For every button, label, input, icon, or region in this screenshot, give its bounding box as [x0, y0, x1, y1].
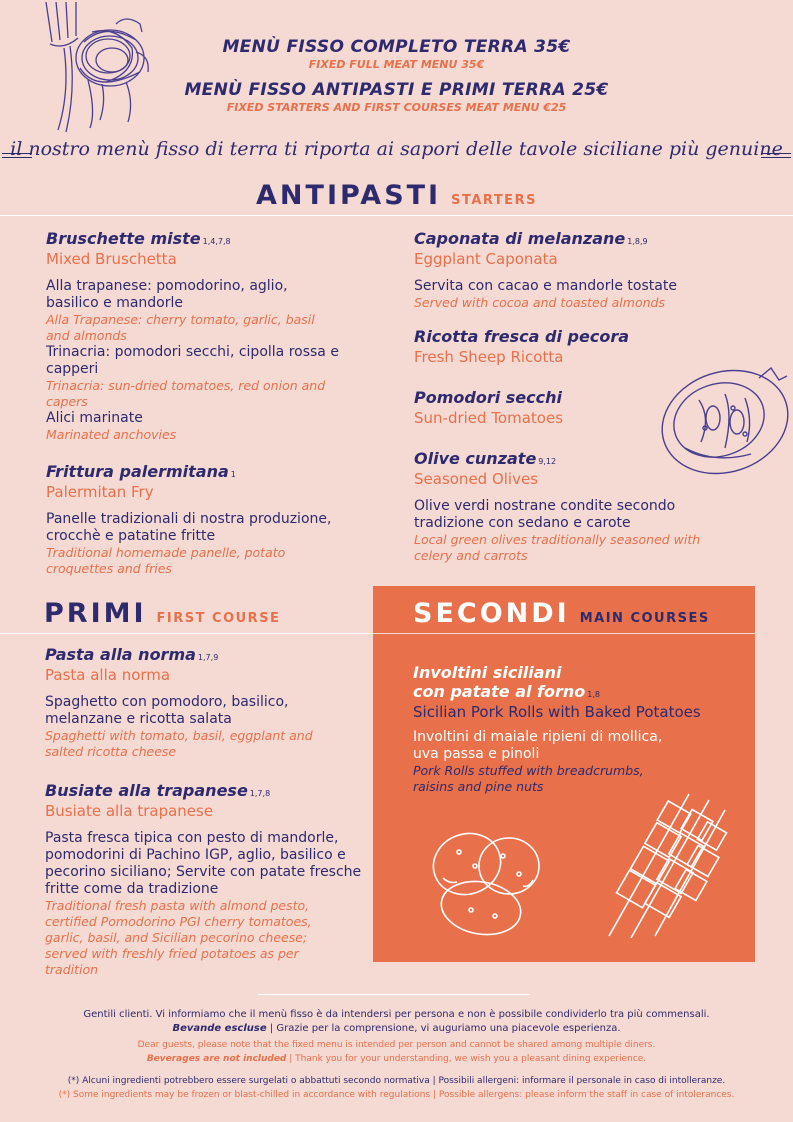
- desc-en: Served with cocoa and toasted almonds: [414, 295, 665, 310]
- antipasti-subtitle: STARTERS: [451, 193, 537, 208]
- secondi-heading: [413, 598, 710, 629]
- desc-en: Marinated anchovies: [46, 427, 177, 442]
- dish-pasta-norma: [45, 645, 365, 760]
- desc-it: Servita con cacao e mandorle tostate: [414, 278, 677, 294]
- allergens: 1: [230, 470, 236, 479]
- secondi-divider: [373, 633, 755, 634]
- dish-name-it: Pomodori secchi: [414, 388, 562, 407]
- dish-name-en: Mixed Bruschetta: [46, 250, 177, 268]
- desc-en: Alla Trapanese: cherry tomato, garlic, basil and almonds: [46, 312, 315, 343]
- desc-en: Trinacria: sun-dried tomatoes, red onion and capers: [46, 378, 326, 409]
- dish-name-en: Busiate alla trapanese: [45, 802, 214, 820]
- menu1-title: MENÙ FISSO COMPLETO TERRA 35€: [222, 37, 571, 57]
- tagline-rule-right: [761, 153, 791, 154]
- potatoes-illustration: [423, 822, 553, 942]
- antipasti-title: ANTIPASTI: [256, 180, 442, 211]
- desc-en: Pork Rolls stuffed with breadcrumbs, raisins and pine nuts: [413, 763, 644, 794]
- dish-name-en: Palermitan Fry: [46, 483, 154, 501]
- secondi-subtitle: MAIN COURSES: [579, 611, 710, 626]
- dish-name-it: Frittura palermitana: [46, 462, 229, 481]
- primi-divider: [0, 633, 373, 634]
- allergens: 1,8,9: [627, 237, 648, 246]
- skewers-illustration: [569, 786, 739, 946]
- dish-bruschette: [46, 229, 366, 443]
- dish-name-en: Eggplant Caponata: [414, 250, 558, 268]
- dish-caponata: [414, 229, 734, 311]
- footer-note-it: (*) Alcuni ingredienti potrebbero essere surgelati o abbattuti secondo normativa | Possibili allergeni: informare il personale in caso di intolleranze.: [67, 1076, 726, 1086]
- footer-it-line2: | Grazie per la comprensione, vi auguriamo una piacevole esperienza.: [266, 1023, 621, 1034]
- secondi-panel: [373, 586, 755, 962]
- dish-name-it: Busiate alla trapanese: [45, 781, 248, 800]
- dish-name-it: Olive cunzate: [414, 449, 537, 468]
- dish-name-en: Sun-dried Tomatoes: [414, 409, 564, 427]
- dish-name-it-1: Involtini siciliani: [413, 663, 562, 682]
- desc-en: Traditional homemade panelle, potato croquettes and fries: [46, 545, 286, 576]
- dish-name-it: Ricotta fresca di pecora: [414, 327, 629, 346]
- dish-name-it-2: con patate al forno: [413, 682, 586, 701]
- tomato-half-illustration: [655, 358, 793, 480]
- dish-name-en: Pasta alla norma: [45, 666, 171, 684]
- allergens: 9,12: [538, 457, 557, 466]
- footer-it-bold: Bevande escluse: [172, 1023, 267, 1034]
- dish-name-en: Sicilian Pork Rolls with Baked Potatoes: [413, 703, 701, 721]
- antipasti-heading: [0, 180, 793, 211]
- desc-it: Alla trapanese: pomodorino, aglio, basilico e mandorle: [46, 278, 288, 311]
- antipasti-divider: [0, 215, 793, 216]
- tagline-rule-right-2: [761, 157, 791, 158]
- menu2-title: MENÙ FISSO ANTIPASTI E PRIMI TERRA 25€: [184, 80, 609, 100]
- footer-divider: [258, 994, 530, 995]
- allergens: 1,7,9: [197, 653, 219, 662]
- dish-name-it: Caponata di melanzane: [414, 229, 626, 248]
- footer-en-line2: | Thank you for your understanding, we wish you a pleasant dining experience.: [286, 1054, 647, 1064]
- menu1-subtitle: FIXED FULL MEAT MENU 35€: [308, 58, 485, 71]
- dish-name-en: Seasoned Olives: [414, 470, 539, 488]
- dish-name-it: Pasta alla norma: [45, 645, 196, 664]
- desc-en: Traditional fresh pasta with almond pesto, certified Pomodorino PGI cherry tomatoes, garlic, basil, and Sicilian pecorino cheese; served with freshly fried potatoes as per tradition: [45, 898, 312, 977]
- allergens: 1,4,7,8: [202, 237, 231, 246]
- dish-involtini: [413, 663, 743, 795]
- desc-it: Panelle tradizionali di nostra produzione, crocchè e patatine fritte: [46, 511, 332, 544]
- tagline: il nostro menù fisso di terra ti riporta ai sapori delle tavole siciliane più genuine: [10, 138, 783, 160]
- footer-note-en: (*) Some ingredients may be frozen or blast-chilled in accordance with regulations | Possible allergens: please inform the staff in case of intolerances.: [58, 1090, 735, 1100]
- footer: [0, 1008, 793, 1102]
- footer-it-line1: Gentili clienti. Vi informiamo che il menù fisso è da intendersi per persona e non è possibile condividerlo tra più commensali.: [83, 1009, 710, 1020]
- dish-name-it: Bruschette miste: [46, 229, 201, 248]
- desc-it: Trinacria: pomodori secchi, cipolla rossa e capperi: [46, 344, 339, 377]
- primi-title: PRIMI: [44, 598, 147, 629]
- footer-en-bold: Beverages are not included: [146, 1054, 287, 1064]
- secondi-title: SECONDI: [413, 598, 570, 629]
- primi-heading: [44, 598, 280, 629]
- allergens: 1,7,8: [249, 789, 271, 798]
- dish-name-en: Fresh Sheep Ricotta: [414, 348, 564, 366]
- desc-it: Olive verdi nostrane condite secondo tradizione con sedano e carote: [414, 498, 676, 531]
- footer-en-line1: Dear guests, please note that the fixed menu is intended per person and cannot be shared among multiple diners.: [137, 1040, 656, 1050]
- desc-en: Spaghetti with tomato, basil, eggplant and salted ricotta cheese: [45, 728, 313, 759]
- desc-it: Involtini di maiale ripieni di mollica, uva passa e pinoli: [413, 729, 663, 762]
- desc-it: Spaghetto con pomodoro, basilico, melanzane e ricotta salata: [45, 694, 289, 727]
- allergens: 1,8: [587, 690, 601, 699]
- desc-en: Local green olives traditionally seasoned with celery and carrots: [414, 532, 701, 563]
- desc-it: Pasta fresca tipica con pesto di mandorle, pomodorini di Pachino IGP, aglio, basilico e pecorino siciliano; Servite con patate fresche fritte come da tradizione: [45, 830, 362, 897]
- dish-frittura: [46, 462, 366, 577]
- primi-subtitle: FIRST COURSE: [156, 611, 281, 626]
- dish-busiate: [45, 781, 365, 978]
- desc-it: Alici marinate: [46, 410, 143, 426]
- menu2-subtitle: FIXED STARTERS AND FIRST COURSES MEAT MENU €25: [226, 101, 567, 114]
